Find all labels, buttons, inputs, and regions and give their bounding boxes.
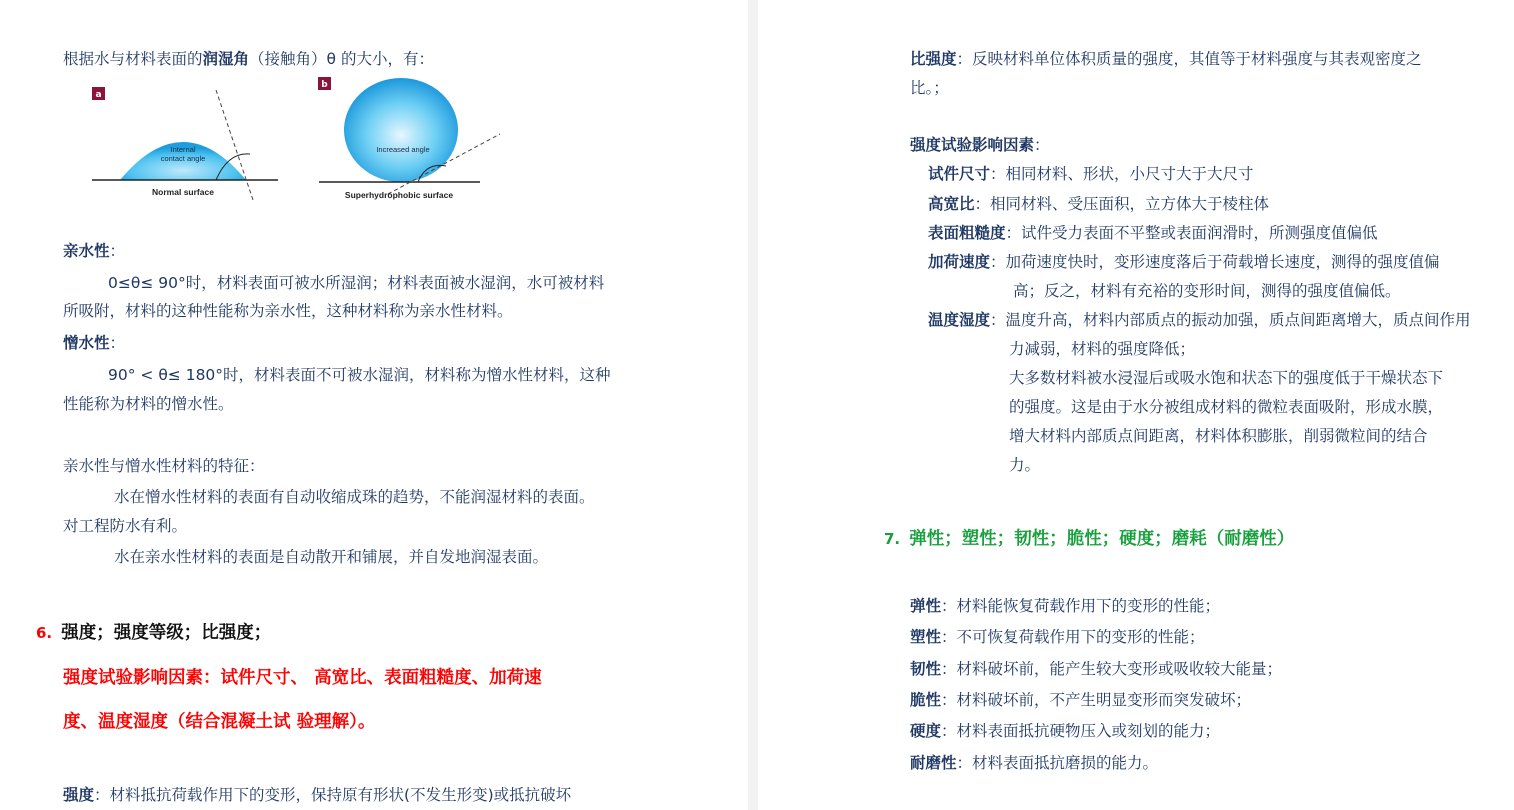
hydrophobic-line-1: 90° < θ≤ 180°时，材料表面不可被水湿润，材料称为憎水性材料，这种 <box>108 366 611 384</box>
panel-a-caption: Normal surface <box>152 187 214 197</box>
property-term: 硬度 <box>910 722 942 740</box>
hydrophobic-heading <box>63 332 125 354</box>
panel-b-inner-label: Increased angle <box>376 145 430 154</box>
panel-b-tag: b <box>321 80 328 90</box>
wetting-angle-term: 润湿角 <box>202 50 250 68</box>
hydrophobic-line-2: 性能称为材料的憎水性。 <box>63 395 234 413</box>
intro-prefix: 根据水与材料表面的 <box>63 50 203 68</box>
property-text: ：材料表面抵抗硬物压入或刻划的能力； <box>941 722 1221 740</box>
property-term: 脆性 <box>910 691 942 709</box>
features-line-2: 对工程防水有利。 <box>63 517 188 535</box>
factor-text: ：相同材料、形状，小尺寸大于大尺寸 <box>990 165 1254 183</box>
strength-definition <box>63 784 571 806</box>
panel-b <box>318 77 500 200</box>
specific-strength-line-1 <box>910 48 1422 70</box>
property-term: 耐磨性 <box>910 754 957 772</box>
left-page <box>0 0 748 810</box>
hydrophilic-heading <box>63 240 125 262</box>
property-text: ：材料破坏前，能产生较大变形或吸收较大能量； <box>941 660 1283 678</box>
property-term: 塑性 <box>910 628 942 646</box>
factor-item <box>928 309 1471 331</box>
property-text: ：材料表面抵抗磨损的能力。 <box>956 754 1159 772</box>
factor-term: 加荷速度 <box>928 253 991 271</box>
factor-item <box>928 251 1440 273</box>
section-6-title: 强度；强度等级；比强度； <box>61 623 272 643</box>
panel-a-tag: a <box>95 90 102 100</box>
factors-heading-colon: ： <box>1034 136 1050 154</box>
section-7-heading <box>884 525 1294 550</box>
section-6-red-line-2: 度、温度湿度（结合混凝土试 验理解）。 <box>63 712 376 732</box>
factors-heading-term: 强度试验影响因素 <box>910 136 1035 154</box>
water-drop-b <box>344 78 458 182</box>
hydrophilic-colon: ： <box>109 242 126 260</box>
factor-continuation: 力。 <box>1009 456 1041 474</box>
panel-a <box>92 87 278 200</box>
features-line-3: 水在亲水性材料的表面是自动散开和铺展，并自发地润湿表面。 <box>114 548 549 566</box>
property-term: 韧性 <box>910 660 942 678</box>
hydrophobic-colon: ： <box>109 334 126 352</box>
features-heading: 亲水性与憎水性材料的特征： <box>63 457 265 475</box>
factor-continuation: 力减弱，材料的强度降低； <box>1009 340 1196 358</box>
section-6-red-line-1: 强度试验影响因素：试件尺寸、 高宽比、表面粗糙度、加荷速 <box>63 668 542 688</box>
intro-suffix: （接触角）θ 的大小，有： <box>249 50 434 68</box>
factor-text: ：相同材料、受压面积，立方体大于棱柱体 <box>974 195 1270 213</box>
section-6-number: 6. <box>36 624 53 642</box>
factor-term: 试件尺寸 <box>928 165 991 183</box>
factor-item <box>928 163 1254 185</box>
panel-b-caption: Superhydrophobic surface <box>344 190 454 200</box>
factor-term: 温度湿度 <box>928 311 991 329</box>
intro-line <box>63 48 434 70</box>
section-7-title: 弹性；塑性；韧性；脆性；硬度；磨耗（耐磨性） <box>909 529 1295 549</box>
specific-strength-term: 比强度 <box>910 50 957 68</box>
factor-text: ：温度升高，材料内部质点的振动加强，质点间距离增大，质点间作用 <box>990 311 1471 329</box>
factor-continuation: 高；反之，材料有充裕的变形时间，测得的强度值偏低。 <box>1013 282 1401 300</box>
specific-strength-text: ：反映材料单位体积质量的强度，其值等于材料强度与其表观密度之 <box>956 50 1422 68</box>
right-page <box>758 0 1514 810</box>
property-item <box>910 658 1282 680</box>
property-term: 弹性 <box>910 597 942 615</box>
strength-term: 强度 <box>63 786 95 804</box>
property-item <box>910 752 1158 774</box>
property-text: ：不可恢复荷载作用下的变形的性能； <box>941 628 1205 646</box>
specific-strength-line-2: 比。； <box>910 79 949 97</box>
property-item <box>910 720 1220 742</box>
factor-text: ：加荷速度快时，变形速度落后于荷载增长速度，测得的强度值偏 <box>990 253 1440 271</box>
contact-angle-figure <box>88 74 508 208</box>
hydrophilic-line-1: 0≤θ≤ 90°时，材料表面可被水所湿润；材料表面被水湿润，水可被材料 <box>108 274 605 292</box>
property-item <box>910 595 1220 617</box>
section-7-number: 7. <box>884 530 901 548</box>
features-line-1: 水在憎水性材料的表面有自动收缩成珠的趋势，不能润湿材料的表面。 <box>114 488 595 506</box>
property-text: ：材料能恢复荷载作用下的变形的性能； <box>941 597 1221 615</box>
panel-a-inner-label-2: contact angle <box>160 154 206 163</box>
panel-a-inner-label-1: Internal <box>170 145 196 154</box>
factor-term: 高宽比 <box>928 195 975 213</box>
property-item <box>910 626 1205 648</box>
hydrophilic-term: 亲水性 <box>63 242 110 260</box>
property-text: ：材料破坏前，不产生明显变形而突发破坏； <box>941 691 1252 709</box>
factor-text: ：试件受力表面不平整或表面润滑时，所测强度值偏低 <box>1005 224 1378 242</box>
factor-continuation: 的强度。这是由于水分被组成材料的微粒表面吸附，形成水膜， <box>1009 398 1444 416</box>
factor-term: 表面粗糙度 <box>928 224 1006 242</box>
factor-item <box>928 193 1269 215</box>
factor-item <box>928 222 1378 244</box>
tangent-line-a <box>216 90 253 200</box>
hydrophobic-term: 憎水性 <box>63 334 110 352</box>
strength-text: ：材料抵抗荷载作用下的变形，保持原有形状(不发生形变)或抵抗破坏 <box>94 786 572 804</box>
property-item <box>910 689 1251 711</box>
factors-heading <box>910 134 1050 156</box>
factor-continuation: 大多数材料被水浸湿后或吸水饱和状态下的强度低于干燥状态下 <box>1009 369 1444 387</box>
section-6-heading <box>36 619 271 644</box>
hydrophilic-line-2: 所吸附，材料的这种性能称为亲水性，这种材料称为亲水性材料。 <box>63 302 513 320</box>
factor-continuation: 增大材料内部质点间距离，材料体积膨胀，削弱微粒间的结合 <box>1009 427 1428 445</box>
